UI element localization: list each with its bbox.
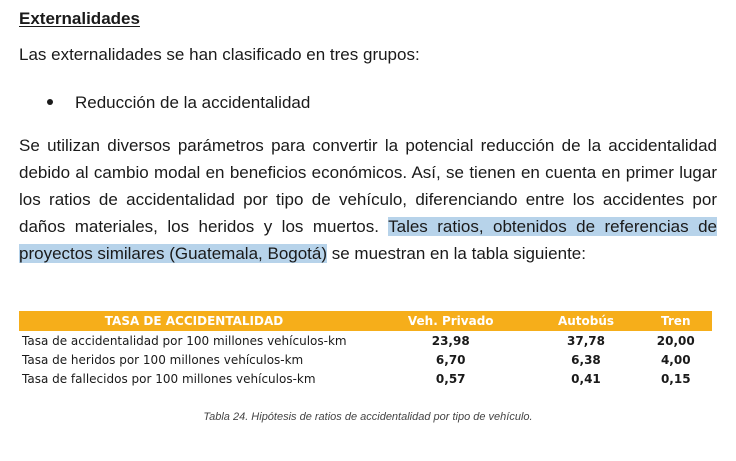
table-caption: Tabla 24. Hipótesis de ratios de accidentalidad por tipo de vehículo. [203, 411, 533, 423]
intro-text: Las externalidades se han clasificado en tres grupos: [19, 45, 420, 64]
table-row [19, 369, 712, 388]
accident-rate-table [19, 311, 712, 388]
header-cell: Tren [640, 311, 712, 331]
row-value: 0,41 [571, 371, 601, 386]
row-value: 0,57 [435, 371, 466, 386]
header-cell: Veh. Privado [369, 311, 532, 331]
table-row [19, 331, 712, 350]
paragraph-tail-text: se muestran en la tabla siguiente: [327, 244, 586, 263]
highlighted-text: Tales ratios, obtenidos de referencias de proyectos similares (Guatemala, Bogotá) [19, 217, 717, 263]
row-value: 23,98 [431, 333, 470, 348]
section-heading: Externalidades [19, 9, 140, 28]
row-value: 6,70 [435, 352, 466, 367]
row-value: 6,38 [571, 352, 601, 367]
row-label: Tasa de fallecidos por 100 millones vehículos-km [22, 371, 316, 386]
bullet-dot-icon [47, 99, 53, 105]
body-paragraph [19, 132, 717, 267]
row-value: 0,15 [660, 371, 691, 386]
header-cell: Autobús [532, 311, 639, 331]
row-label: Tasa de heridos por 100 millones vehículos-km [22, 352, 304, 367]
row-value: 37,78 [567, 333, 605, 348]
header-cell: TASA DE ACCIDENTALIDAD [19, 311, 369, 331]
paragraph-text: Se utilizan diversos parámetros para convertir la potencial reducción de la accidentalidad debido al cambio modal en beneficios económicos. Así, se tienen en cuenta en primer lugar los ratios de accidentalidad por tipo de vehículo, diferenciando entre los accidentes por daños materiales, los heridos y los muertos. [19, 136, 717, 236]
table-header-row [19, 311, 712, 331]
row-label: Tasa de accidentalidad por 100 millones vehículos-km [22, 333, 347, 348]
row-value: 20,00 [656, 333, 695, 348]
bullet-item [47, 93, 310, 113]
table-row [19, 350, 712, 369]
bullet-text: Reducción de la accidentalidad [75, 93, 311, 112]
row-value: 4,00 [660, 352, 691, 367]
